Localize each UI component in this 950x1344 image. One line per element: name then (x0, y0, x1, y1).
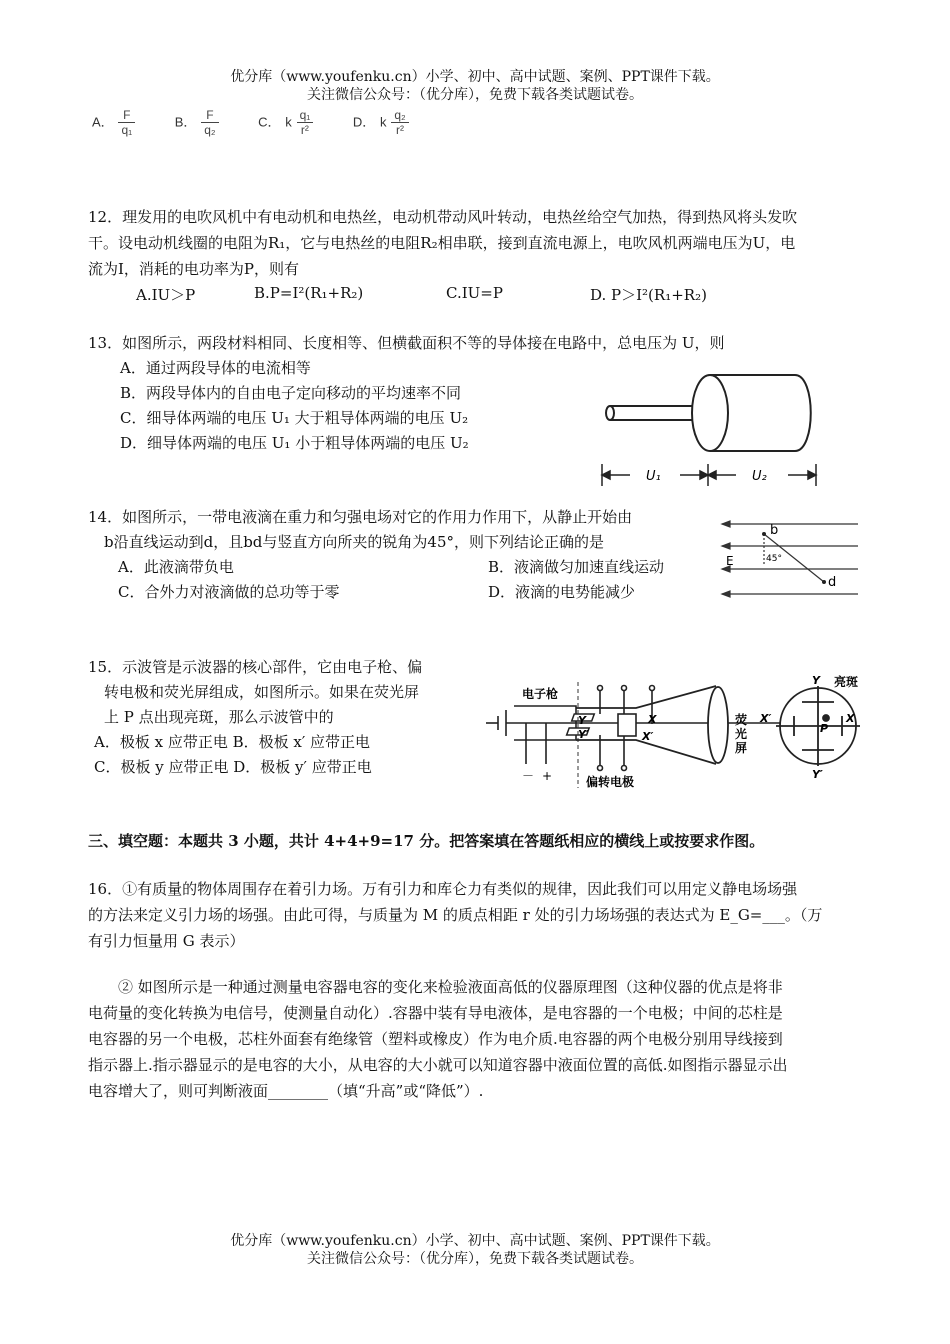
label-plus: + (542, 769, 553, 783)
section3-title: 三、填空题：本题共 3 小题，共计 4+4+9=17 分。把答案填在答题纸相应的横线上或按要求作图。 (88, 832, 765, 850)
q14-option-d: D．液滴的电势能减少 (488, 583, 636, 601)
q12-option-a: A.IU＞P (136, 286, 196, 304)
point-b (762, 532, 766, 536)
q11-option-d-fraction (391, 108, 408, 137)
page-header-line2: 关注微信公众号：（优分库），免费下载各类试题试卷。 (307, 87, 643, 103)
q13-conductor-figure (590, 368, 830, 494)
q11-c-num: q₁ (297, 108, 314, 123)
q11-c-k: k (285, 114, 292, 130)
electron-gun (486, 706, 796, 764)
q14-option-b: B．液滴做匀加速直线运动 (488, 558, 665, 576)
label-e: E (726, 554, 734, 568)
q11-a-num: F (118, 108, 135, 123)
q11-option-a-fraction (118, 108, 135, 137)
label-angle: 45° (766, 554, 782, 564)
label-y-plate: Y (578, 714, 586, 727)
q13-stem: 13．如图所示，两段材料相同、长度相等、但横截面积不等的导体接在电路中，总电压为 U，则 (88, 334, 725, 352)
page-footer-line1: 优分库（www.youfenku.cn）小学、初中、高中试题、案例、PPT课件下载。 (230, 1233, 720, 1249)
q16-p2-line3: 电容器的另一个电极，芯柱外面套有绝缘管（塑料或橡皮）作为电介质.电容器的两个电极分别用导线接到 (88, 1030, 783, 1048)
q13-option-c: C．细导体两端的电压 U₁ 大于粗导体两端的电压 U₂ (120, 409, 469, 427)
q12-line3: 流为I，消耗的电功率为P，则有 (88, 260, 300, 278)
q11-option-b-label: B． (174, 114, 197, 130)
label-d: d (828, 575, 837, 590)
q12-line2: 干。设电动机线圈的电阻为R₁，它与电热丝的电阻R₂相串联，接到直流电源上，电吹风机两端电压为U，电 (88, 234, 796, 252)
label-screen-y: Y (812, 674, 820, 687)
q16-p2-line5: 电容增大了，则可判断液面________（填“升高”或“降低”）. (88, 1082, 484, 1100)
label-electron-gun: 电子枪 (522, 687, 559, 701)
q16-p1-line1: 16．①有质量的物体周围存在着引力场。万有引力和库仑力有类似的规律，因此我们可以用定义静电场场强 (88, 880, 798, 898)
label-screen-yp: Y′ (812, 768, 823, 781)
label-u2: U₂ (752, 469, 767, 484)
q16-p1-line2: 的方法来定义引力场的场强。由此可得，与质量为 M 的质点相距 r 处的引力场场强的表达式为 E_G=___。（万 (88, 906, 823, 924)
thick-conductor (692, 375, 811, 451)
q11-option-c-fraction (297, 108, 314, 137)
label-screen-3: 屏 (735, 741, 748, 755)
q14-option-a: A．此液滴带负电 (118, 558, 234, 576)
voltage-markers (602, 464, 816, 486)
label-screen-xp: X′ (760, 712, 772, 725)
label-b: b (770, 523, 779, 538)
q11-b-num: F (201, 108, 218, 123)
q15-options-cd: C．极板 y 应带正电 D．极板 y′ 应带正电 (94, 758, 372, 776)
q11-b-den: q₂ (204, 123, 216, 137)
screen-view (776, 686, 860, 766)
q16-p2-line2: 电荷量的变化转换为电信号，使测量自动化）.容器中装有导电液体，是电容器的一个电极；中间的芯柱是 (88, 1004, 783, 1022)
q16-p2-line1: ② 如图所示是一种通过测量电容器电容的变化来检验液面高低的仪器原理图（这种仪器的优点是将非 (118, 978, 783, 996)
q16-p2-line4: 指示器上.指示器显示的是电容的大小，从电容的大小就可以知道容器中液面位置的高低.如图指示器显示出 (88, 1056, 788, 1074)
q15-oscilloscope-figure (476, 668, 866, 794)
label-p: P (820, 722, 829, 735)
q12-option-c: C.IU=P (446, 284, 503, 302)
q11-d-num: q₂ (391, 108, 408, 123)
q13-option-d: D．细导体两端的电压 U₁ 小于粗导体两端的电压 U₂ (120, 434, 469, 452)
q11-option-d-label: D． (352, 114, 376, 130)
q11-a-den: q₁ (121, 123, 133, 137)
label-xp-plate: X′ (642, 730, 654, 743)
point-d (822, 580, 826, 584)
q11-option-a-label: A． (92, 114, 114, 130)
label-x-plate: X (648, 713, 657, 726)
page-footer-line2: 关注微信公众号：（优分库），免费下载各类试题试卷。 (307, 1251, 643, 1267)
q11-c-den: r² (300, 123, 309, 137)
q15-line2: 转电极和荧光屏组成，如图所示。如果在荧光屏 (104, 683, 420, 701)
q14-field-figure (716, 512, 862, 604)
q12-option-d: D. P＞I²(R₁+R₂) (590, 286, 707, 304)
label-deflection: 偏转电极 (586, 775, 635, 789)
q14-line2: b沿直线运动到d，且bd与竖直方向所夹的锐角为45°，则下列结论正确的是 (104, 533, 604, 551)
q11-options (92, 108, 409, 137)
q13-option-b: B．两段导体内的自由电子定向移动的平均速率不同 (120, 384, 462, 402)
q15-line1: 15．示波管是示波器的核心部件，它由电子枪、偏 (88, 658, 423, 676)
q12-line1: 12．理发用的电吹风机中有电动机和电热丝，电动机带动风叶转动，电热丝给空气加热，得到热风将头发吹 (88, 208, 798, 226)
label-yp-plate: Y′ (578, 728, 589, 741)
q11-d-k: k (380, 114, 387, 130)
q16-p1-line3: 有引力恒量用 G 表示） (88, 932, 245, 950)
q14-option-c: C．合外力对液滴做的总功等于零 (118, 583, 340, 601)
page-header-line1: 优分库（www.youfenku.cn）小学、初中、高中试题、案例、PPT课件下载。 (230, 69, 720, 85)
q11-option-c-label: C． (258, 114, 281, 130)
q11-option-b-fraction (201, 108, 218, 137)
label-u1: U₁ (646, 469, 661, 484)
q11-d-den: r² (395, 123, 404, 137)
q15-options-ab: A．极板 x 应带正电 B．极板 x′ 应带正电 (94, 733, 371, 751)
label-screen-2: 光 (735, 727, 748, 741)
q13-option-a: A．通过两段导体的电流相等 (120, 359, 311, 377)
label-spot: 亮斑 (834, 675, 859, 689)
q15-line3: 上 P 点出现亮斑，那么示波管中的 (104, 708, 334, 726)
q14-line1: 14．如图所示，一带电液滴在重力和匀强电场对它的作用力作用下，从静止开始由 (88, 508, 633, 526)
field-lines (722, 521, 858, 597)
q12-option-b: B.P=I²(R₁+R₂) (254, 284, 364, 302)
label-screen-1: 荧 (735, 713, 748, 727)
label-minus: － (522, 769, 535, 783)
label-screen-x: X (846, 712, 855, 725)
